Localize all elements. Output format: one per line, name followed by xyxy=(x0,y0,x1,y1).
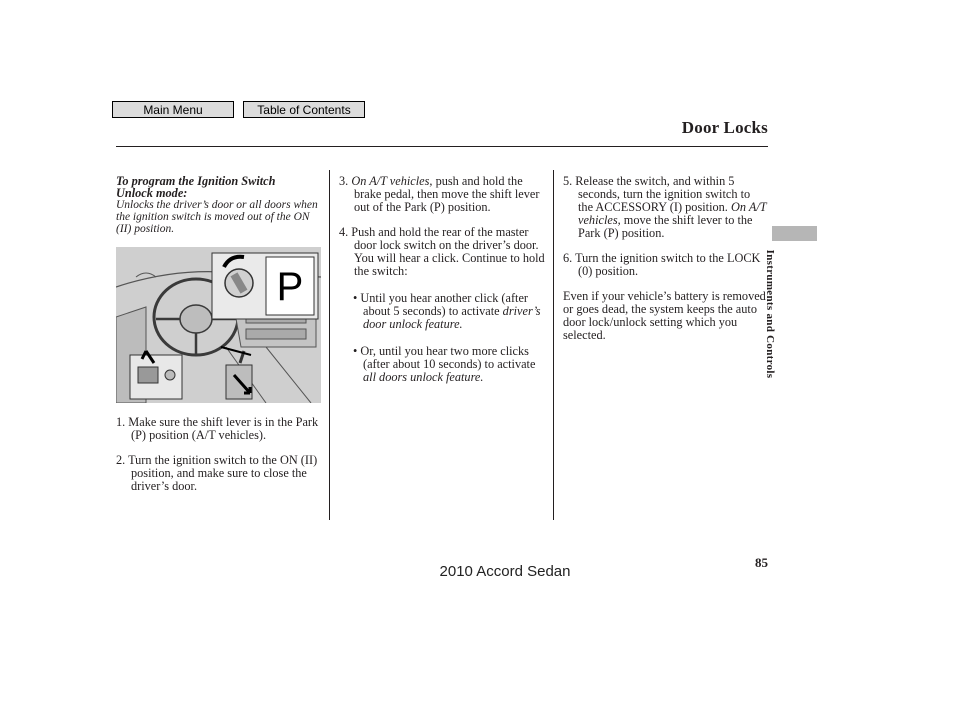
section-title: Door Locks xyxy=(681,118,768,137)
step-4: 4. Push and hold the rear of the master door lock switch on the driver’s door. You will hear a click. Continue to hold the switch: xyxy=(339,225,545,278)
bullet-1: • Until you hear another click (after about 5 seconds) to activate driver’s door unlock feature. xyxy=(353,291,541,331)
step-3-text: push and hold the brake pedal, then move the shift lever out of the Park (P) position. xyxy=(354,174,540,214)
main-menu-button[interactable]: Main Menu xyxy=(112,101,234,118)
bullet-1-feature: driver’s door unlock feature. xyxy=(363,304,541,331)
step-5 xyxy=(563,175,768,240)
dashboard-illustration xyxy=(116,247,321,403)
left-column xyxy=(116,175,326,235)
left-steps xyxy=(116,416,330,493)
chapter-label-text: Instruments and Controls xyxy=(764,249,776,379)
park-label: P xyxy=(276,265,304,309)
procedure-heading-line2: Unlock mode: xyxy=(116,186,188,200)
column-divider-2 xyxy=(553,170,554,520)
step-5-text: 5. Release the switch, and within 5 seconds, turn the ignition switch to the ACCESSORY (I) position. xyxy=(563,174,751,214)
procedure-note: Unlocks the driver’s door or all doors when the ignition switch is moved out of the ON (II) position. xyxy=(116,199,318,235)
step-5-condition: On A/T vehicles, xyxy=(578,200,767,227)
step-3-number: 3. xyxy=(339,174,349,188)
bullet-1-text: Until you hear another click (after about 5 seconds) to activate xyxy=(360,291,529,318)
middle-column xyxy=(339,175,551,384)
step-2: 2. Turn the ignition switch to the ON (II) position, and make sure to close the driver’s door. xyxy=(116,453,318,493)
bullet-2-text: Or, until you hear two more clicks (after about 10 seconds) to activate xyxy=(360,344,536,371)
procedure-heading xyxy=(116,175,326,199)
chapter-tab xyxy=(772,226,817,241)
bullet-2-feature: all doors unlock feature. xyxy=(363,370,484,384)
battery-paragraph: Even if your vehicle’s battery is removed or goes dead, the system keeps the auto door lock/unlock setting which you selected. xyxy=(563,289,766,342)
step-3 xyxy=(339,175,551,214)
step-5-tail: move the shift lever to the Park (P) position. xyxy=(578,213,753,240)
model-footer: 2010 Accord Sedan xyxy=(439,563,571,580)
right-column xyxy=(563,175,768,342)
table-of-contents-button[interactable]: Table of Contents xyxy=(243,101,365,118)
bullet-2: • Or, until you hear two more clicks (after about 10 seconds) to activate all doors unlock feature. xyxy=(353,344,536,384)
step-3-condition: On A/T vehicles, xyxy=(351,174,433,188)
header-rule xyxy=(116,146,768,147)
step-1: 1. Make sure the shift lever is in the Park (P) position (A/T vehicles). xyxy=(116,415,319,442)
step-6: 6. Turn the ignition switch to the LOCK (0) position. xyxy=(563,251,761,278)
procedure-heading-line1: To program the Ignition Switch xyxy=(116,174,276,188)
page-number: 85 xyxy=(755,555,768,570)
